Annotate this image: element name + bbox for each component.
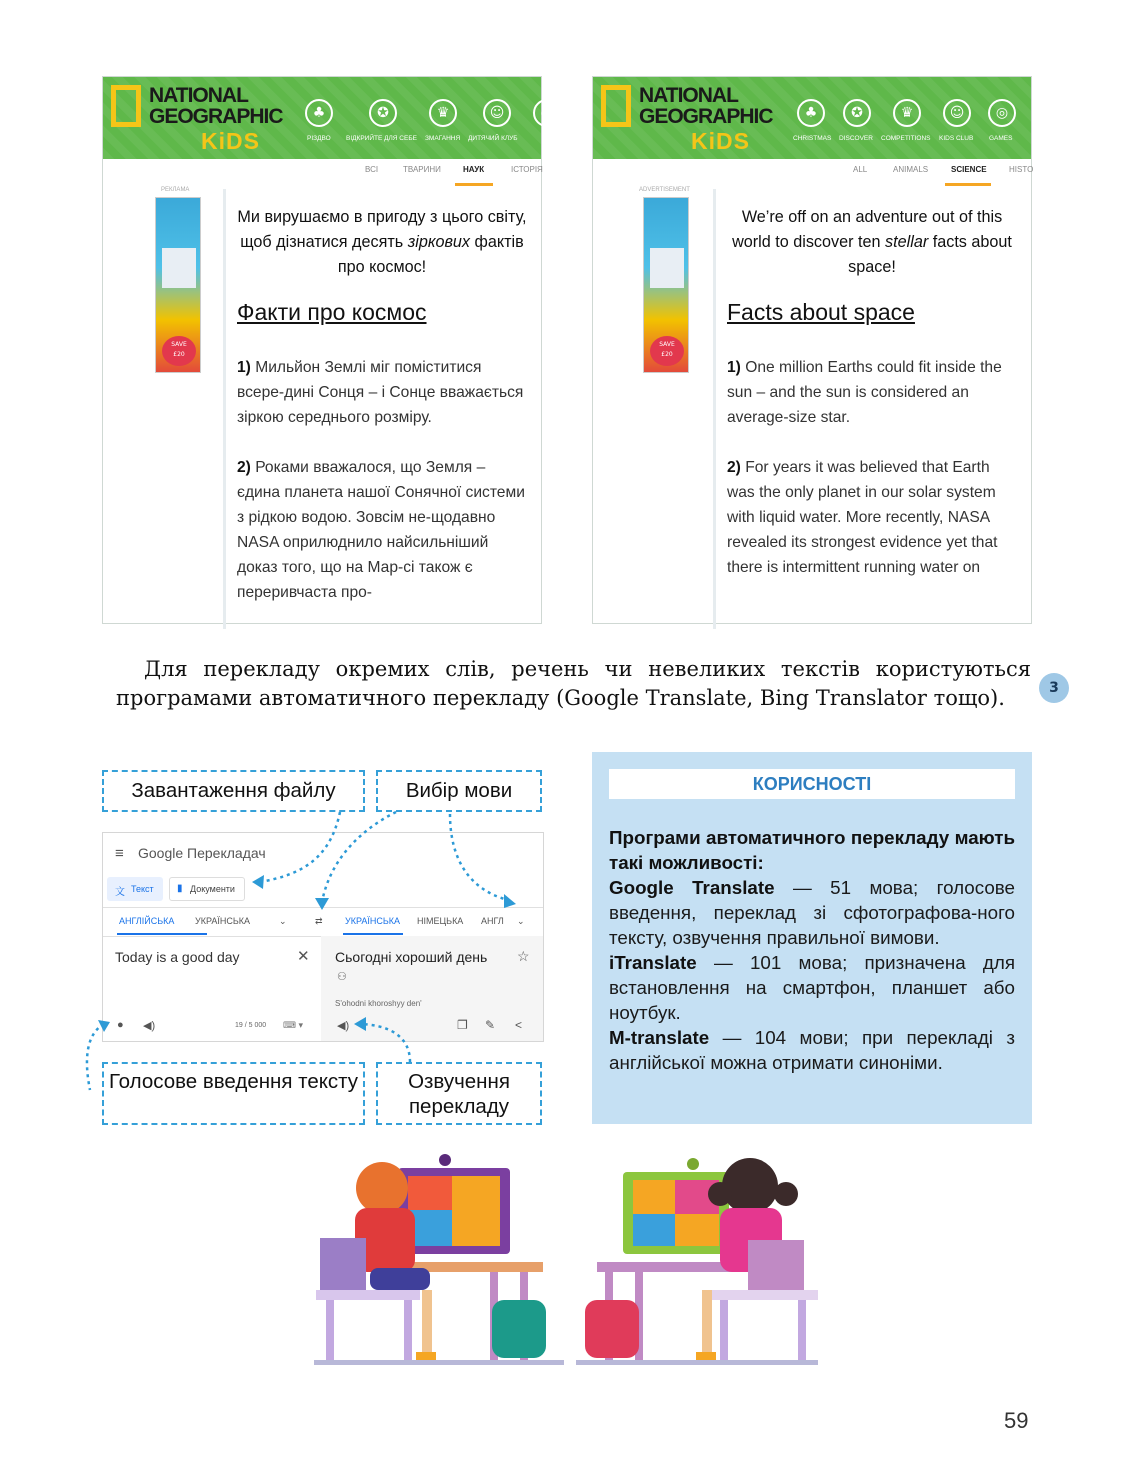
swap-languages-icon[interactable]: ⇄ — [315, 916, 323, 926]
content-divider — [223, 189, 226, 629]
kids-at-computers-illustration — [300, 1150, 840, 1375]
advertisement-banner[interactable] — [155, 197, 201, 373]
src-lang-english[interactable]: АНГЛІЙСЬКА — [119, 916, 175, 926]
ad-save-badge: SAVE £20 — [162, 336, 196, 366]
document-icon: ▮ — [177, 883, 183, 894]
ad-label: ADVERTISEMENT — [639, 187, 690, 193]
christmas-tree-icon[interactable]: ♣ — [305, 99, 333, 127]
arrow-to-src-lang — [322, 812, 396, 902]
microphone-icon[interactable]: ● — [117, 1019, 124, 1031]
chevron-down-icon[interactable]: ⌄ — [517, 916, 525, 926]
char-count: 19 / 5 000 — [235, 1022, 267, 1029]
screenshot-natgeo-english — [592, 76, 1032, 624]
natgeo-kids-logo: KiDS — [201, 128, 260, 154]
arrow-to-mic — [87, 1024, 104, 1090]
natgeo-header — [103, 77, 554, 159]
active-tab-indicator — [455, 183, 493, 186]
more-icon[interactable]: ● — [533, 99, 561, 127]
nav-label[interactable]: ДИТЯЧИЙ КЛУБ — [468, 135, 518, 142]
community-icon[interactable]: ⚇ — [337, 971, 347, 983]
games-icon[interactable]: ◎ — [988, 99, 1016, 127]
arrowhead — [354, 1017, 366, 1031]
tab-history[interactable]: ІСТОРІЯ — [511, 165, 543, 174]
src-lang-ukrainian[interactable]: УКРАЇНСЬКА — [195, 916, 251, 926]
ad-label: РЕКЛАМА — [161, 187, 190, 193]
arrow-to-dst-lang — [450, 814, 508, 900]
ad-save-badge: SAVE £20 — [650, 336, 684, 366]
arrowhead — [315, 898, 329, 910]
article-intro: We’re off on an adventure out of this world to discover ten stellar facts about space! — [732, 208, 1012, 276]
fact-1: 1) One million Earths could fit inside the sun – and the sun is considered an average-size star. — [727, 359, 1002, 426]
speaker-icon[interactable]: ◀) — [143, 1020, 156, 1032]
callout-language-choice: Вибір мови — [376, 770, 542, 812]
tab-all[interactable]: ВСІ — [365, 165, 379, 174]
natgeo-kids-logo: KiDS — [691, 128, 750, 154]
arrowhead — [504, 894, 516, 908]
trophy-icon[interactable]: ♛ — [429, 99, 457, 127]
nav-label[interactable]: KIDS CLUB — [939, 135, 974, 142]
natgeo-header — [593, 77, 1031, 159]
natgeo-logo-frame-icon — [601, 85, 631, 127]
tab-science[interactable]: НАУК — [463, 165, 485, 174]
arrowhead — [98, 1020, 110, 1032]
useful-box-text: Програми автоматичного перекладу мають такі можливості: Google Translate — 51 мова; голосове введення, переклад зі сфотографова-ного тексту, озвучення правильної вимови. iTranslate — 101 мова; призначена для встановлення на смартфон, планшет або ноутбук. M-translate — 104 мови; при перекладі з англійської можна отримати синоніми. — [609, 827, 1015, 1073]
copy-icon[interactable]: ❐ — [457, 1018, 468, 1032]
input-text[interactable]: Today is a good day — [115, 949, 240, 965]
transliteration: S'ohodni khoroshyy den' — [335, 999, 422, 1008]
speaker-icon[interactable]: ◀) — [337, 1020, 350, 1032]
nav-label[interactable]: COMPETITIONS — [881, 135, 931, 142]
output-text: Сьогодні хороший день — [335, 949, 488, 965]
backpack — [492, 1300, 546, 1358]
backpack — [585, 1300, 639, 1358]
dst-lang-ukrainian[interactable]: УКРАЇНСЬКА — [345, 916, 401, 926]
content-divider — [713, 189, 716, 629]
pointer-arrows — [80, 800, 580, 1120]
dst-lang-german[interactable]: НІМЕЦЬКА — [417, 916, 464, 926]
ad-magazine-image — [650, 248, 684, 288]
callout-voice-input: Голосове введення тексту — [102, 1062, 365, 1125]
chair — [320, 1238, 366, 1298]
christmas-tree-icon[interactable]: ♣ — [797, 99, 825, 127]
advertisement-banner[interactable] — [643, 197, 689, 373]
body-paragraph: Для перекладу окремих слів, речень чи невеликих текстів користуються програмами автоматичного перекладу (Google Translate, Bing Translator тощо). — [116, 657, 1031, 710]
callout-voiceover: Озвучення перекладу — [376, 1062, 542, 1125]
boy-head — [356, 1162, 408, 1214]
dst-lang-english[interactable]: АНГЛ — [481, 916, 504, 926]
article-heading: Facts about space — [727, 299, 915, 325]
tab-history[interactable]: HISTO — [1009, 165, 1034, 174]
section-badge: 3 — [1039, 673, 1069, 703]
nav-label[interactable]: CHRISTMAS — [793, 135, 832, 142]
fact-1: 1) Мильйон Землі міг поміститися всере-дині Сонця – і Сонце вважається зіркою середнього розміру. — [237, 359, 524, 426]
nav-label[interactable]: DISCOVER — [839, 135, 873, 142]
mode-docs-label: Документи — [190, 884, 235, 894]
natgeo-logo: NATIONAL GEOGRAPHIC — [149, 84, 283, 128]
clear-icon[interactable]: ✕ — [297, 948, 310, 965]
compass-icon[interactable]: ✪ — [843, 99, 871, 127]
tab-animals[interactable]: ANIMALS — [893, 165, 929, 174]
fact-2: 2) Роками вважалося, що Земля – єдина планета нашої Сонячної системи з рідкою водою. Зовсім не-щодавно NASA оприлюднило найсильніший доказ того, що на Мар-сі також є переривчаста про- — [237, 459, 525, 601]
tab-all[interactable]: ALL — [853, 165, 868, 174]
app-title: Google Перекладач — [138, 845, 266, 861]
share-icon[interactable]: < — [515, 1018, 523, 1032]
nav-label[interactable]: GAMES — [989, 135, 1013, 142]
kids-club-icon[interactable]: ☺ — [943, 99, 971, 127]
arrow-to-upload — [260, 812, 340, 882]
menu-icon[interactable]: ≡ — [115, 845, 124, 862]
article-intro: Ми вирушаємо в пригоду з цього світу, щоб дізнатися десять зіркових фактів про космос! — [237, 208, 527, 276]
page-number: 59 — [1004, 1408, 1029, 1433]
callout-file-upload: Завантаження файлу — [102, 770, 365, 812]
keyboard-icon[interactable]: ⌨ ▾ — [283, 1020, 304, 1030]
nav-label[interactable]: РІЗДВО — [307, 135, 331, 142]
nav-label[interactable]: ЗМАГАННЯ — [425, 135, 461, 142]
active-tab-indicator — [945, 183, 991, 186]
star-icon[interactable]: ☆ — [517, 948, 530, 964]
mode-text-label: Текст — [131, 884, 154, 894]
natgeo-logo-frame-icon — [111, 85, 141, 127]
useful-box-title: КОРИСНОСТІ — [609, 769, 1015, 799]
ad-magazine-image — [162, 248, 196, 288]
arrow-to-speaker — [362, 1024, 410, 1062]
fact-2: 2) For years it was believed that Earth was the only planet in our solar system with liquid water. More recently, NASA revealed its strongest evidence yet that there is intermittent running water on — [727, 459, 998, 576]
feedback-icon[interactable]: ✎ — [485, 1018, 496, 1032]
nav-label[interactable]: ВІДКРИЙТЕ ДЛЯ СЕБЕ — [346, 135, 417, 142]
girl-head — [722, 1158, 778, 1214]
article-heading: Факти про космос — [237, 299, 427, 325]
compass-icon[interactable]: ✪ — [369, 99, 397, 127]
screenshot-natgeo-ukrainian — [102, 76, 554, 624]
tab-science[interactable]: SCIENCE — [951, 165, 987, 174]
kids-club-icon[interactable]: ☺ — [483, 99, 511, 127]
translate-icon: 文 — [115, 887, 125, 898]
natgeo-logo: NATIONAL GEOGRAPHIC — [639, 84, 773, 128]
arrowhead — [252, 875, 264, 889]
tab-animals[interactable]: ТВАРИНИ — [403, 165, 441, 174]
useful-info-box — [592, 752, 1032, 1124]
chevron-down-icon[interactable]: ⌄ — [279, 916, 287, 926]
trophy-icon[interactable]: ♛ — [893, 99, 921, 127]
